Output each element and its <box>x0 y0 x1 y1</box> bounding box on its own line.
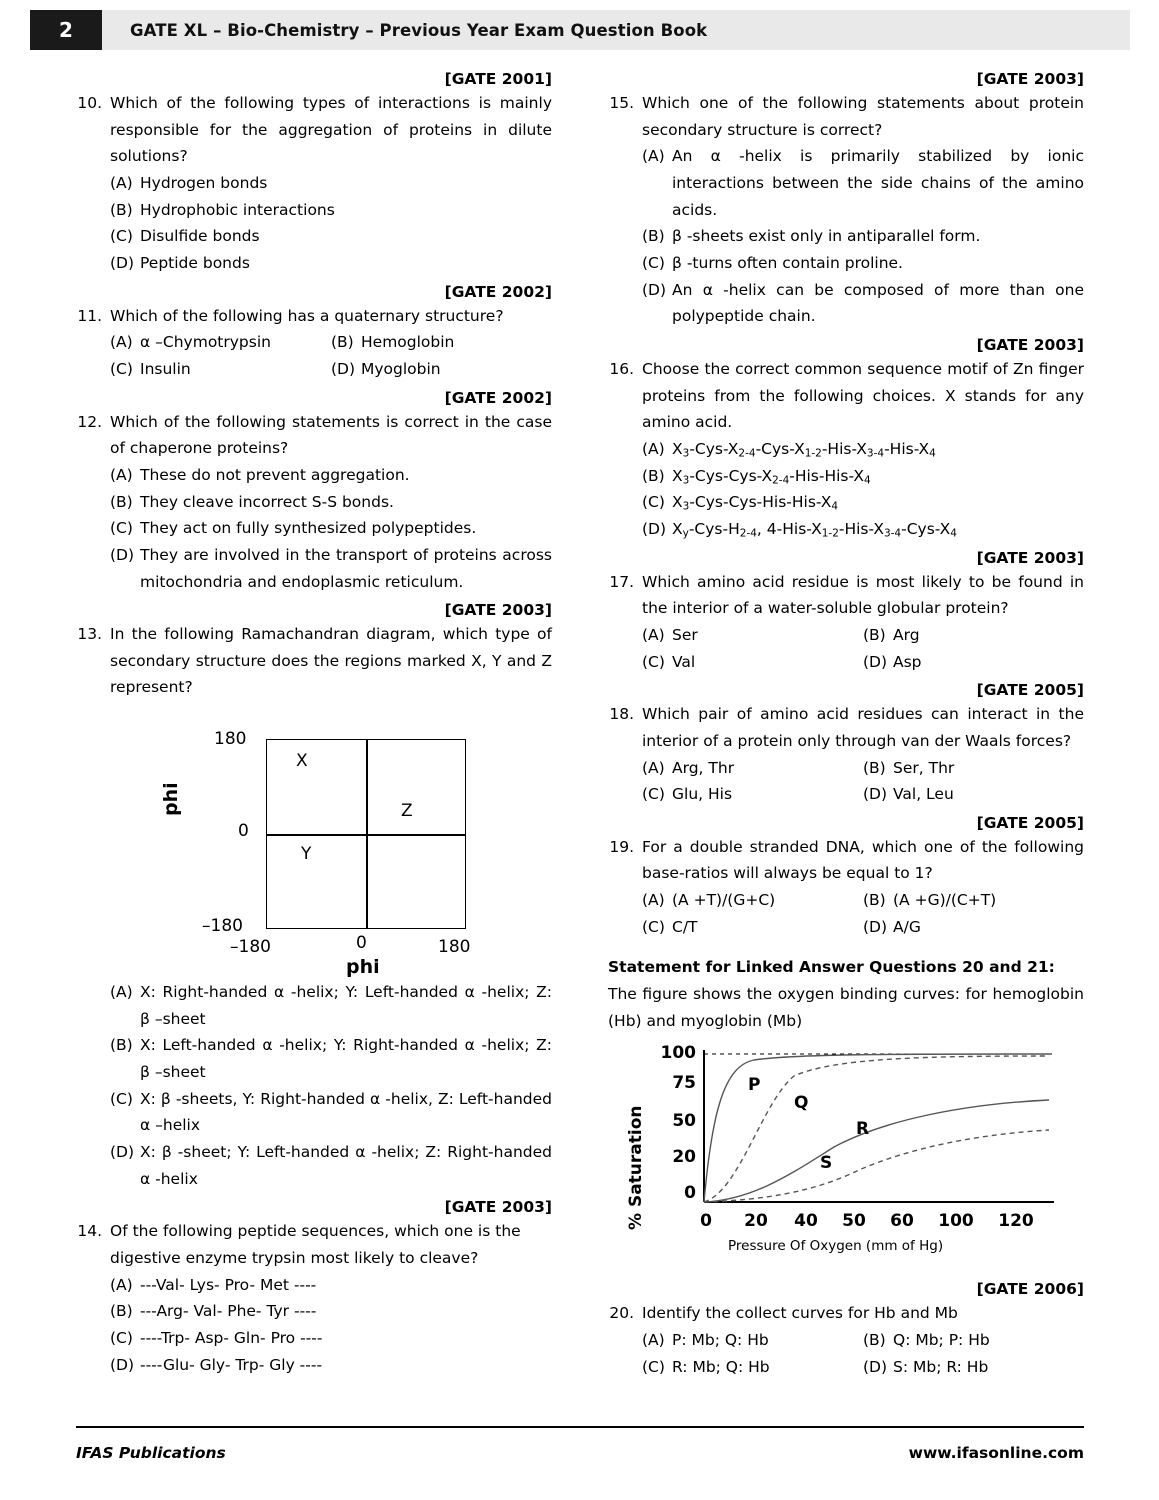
svg-text:40: 40 <box>794 1211 818 1232</box>
question-12 <box>76 409 552 462</box>
option-text: Glu, His <box>672 785 733 804</box>
option-row <box>608 781 1084 808</box>
option-text: ---Arg- Val- Phe- Tyr ---- <box>140 1302 317 1321</box>
footer-divider <box>76 1426 1084 1428</box>
option-text: Myoglobin <box>361 359 441 378</box>
question-text: Which of the following statements is correct in the case of chaperone proteins? <box>110 412 552 458</box>
option-label: (B) <box>863 891 886 910</box>
option-text: Hemoglobin <box>361 333 455 352</box>
option-text: Ser, Thr <box>893 758 955 777</box>
option-item <box>642 887 863 914</box>
option-text: Val, Leu <box>893 785 954 804</box>
question-20 <box>608 1300 1084 1327</box>
gate-year-tag: [GATE 2003] <box>444 1198 552 1217</box>
option-text: R: Mb; Q: Hb <box>672 1357 770 1376</box>
option-item <box>863 622 1084 649</box>
option-text: $X_3-Cys-X_{2-4}-Cys-X_{1-2}-His-X_{3-4}-His-X_4$ <box>672 439 936 460</box>
question-number: 12. <box>77 412 102 431</box>
gate-year-tag: [GATE 2002] <box>444 282 552 301</box>
option-item <box>642 781 863 808</box>
option-row <box>76 329 552 356</box>
option-item <box>642 622 863 649</box>
option-label: (C) <box>642 652 665 671</box>
option-text: Val <box>672 652 696 671</box>
option-item <box>76 1352 552 1379</box>
y-tick-0: 0 <box>238 821 249 842</box>
option-label: (C) <box>642 785 665 804</box>
option-label: (B) <box>863 1331 886 1350</box>
option-item <box>863 1354 1084 1381</box>
option-item <box>76 197 552 224</box>
svg-text:50: 50 <box>672 1111 696 1132</box>
option-text: $X_3-Cys-Cys-X_{2-4}-His-His-X_4$ <box>672 466 871 487</box>
option-text: (A +G)/(C+T) <box>893 891 997 910</box>
page-header <box>30 10 1130 50</box>
option-item <box>608 516 1084 543</box>
question-11 <box>76 303 552 330</box>
option-label: (D) <box>863 917 888 936</box>
question-number: 20. <box>609 1304 634 1323</box>
option-label: (A) <box>642 147 665 166</box>
option-item <box>642 914 863 941</box>
option-row <box>608 622 1084 649</box>
option-item <box>76 979 552 1032</box>
option-item <box>608 223 1084 250</box>
option-label: (D) <box>863 652 888 671</box>
question-10 <box>76 90 552 170</box>
option-text: X: Right-handed α -helix; Y: Left-handed α -helix; Z: β –sheet <box>140 983 552 1028</box>
option-label: (A) <box>110 333 133 352</box>
option-label: (D) <box>863 1357 888 1376</box>
option-row <box>608 1327 1084 1354</box>
x-tick-0: 0 <box>356 933 367 954</box>
option-text: ---Val- Lys- Pro- Met ---- <box>140 1275 317 1294</box>
option-text: X: Left-handed α -helix; Y: Right-handed α -helix; Z: β –sheet <box>140 1036 552 1082</box>
y-tick-minus180: –180 <box>202 916 243 937</box>
option-item <box>608 489 1084 516</box>
option-label: (B) <box>863 625 886 644</box>
region-label-x: X <box>296 751 308 772</box>
option-item <box>76 250 552 277</box>
publisher-name: IFAS Publications <box>76 1444 226 1462</box>
option-text: Hydrophobic interactions <box>140 200 335 219</box>
option-text: Insulin <box>140 359 191 378</box>
option-item <box>863 755 1084 782</box>
option-row <box>608 1354 1084 1381</box>
page-footer <box>76 1444 1084 1462</box>
option-text: Disulfide bonds <box>140 227 260 246</box>
option-item <box>608 143 1084 223</box>
option-item <box>608 463 1084 490</box>
question-number: 15. <box>609 94 634 112</box>
option-label: (A) <box>642 891 665 910</box>
svg-text:100: 100 <box>660 1043 696 1064</box>
option-text: β -turns often contain proline. <box>672 253 903 272</box>
option-label: (B) <box>863 758 886 777</box>
question-text: Which of the following types of interactions is mainly responsible for the aggregation of proteins in dilute solutions? <box>110 94 552 166</box>
option-item <box>863 887 1084 914</box>
gate-year-tag: [GATE 2003] <box>976 70 1084 88</box>
option-label: (C) <box>642 1357 665 1376</box>
option-label: (A) <box>642 439 665 458</box>
option-text: Peptide bonds <box>140 253 250 272</box>
option-text: Arg <box>893 625 920 644</box>
option-text: An α -helix can be composed of more than one polypeptide chain. <box>672 280 1084 326</box>
option-label: (D) <box>110 545 135 564</box>
option-label: (B) <box>110 200 133 219</box>
option-item <box>76 489 552 516</box>
option-item <box>331 356 552 383</box>
option-label: (B) <box>110 1302 133 1321</box>
linked-statement-heading: Statement for Linked Answer Questions 20 and 21: <box>608 958 1055 977</box>
option-label: (D) <box>110 253 135 272</box>
option-item <box>76 1032 552 1085</box>
svg-text:120: 120 <box>998 1211 1034 1232</box>
ramachandran-figure <box>76 711 552 979</box>
option-item <box>863 914 1084 941</box>
plot-horizontal-axis <box>266 834 466 836</box>
option-label: (C) <box>110 1329 133 1347</box>
option-text: They act on fully synthesized polypeptides. <box>140 519 477 538</box>
option-item <box>76 462 552 489</box>
option-text: β -sheets exist only in antiparallel form. <box>672 227 981 246</box>
question-19 <box>608 834 1084 887</box>
question-text: Choose the correct common sequence motif of Zn finger proteins from the following choices. X stands for any amino acid. <box>642 359 1084 432</box>
option-item <box>76 1298 552 1325</box>
option-item <box>608 436 1084 463</box>
option-label: (D) <box>642 280 667 299</box>
question-14 <box>76 1218 552 1271</box>
question-number: 16. <box>609 359 634 378</box>
option-item <box>642 1354 863 1381</box>
option-text: ----Glu- Gly- Trp- Gly ---- <box>140 1355 323 1374</box>
option-label: (A) <box>642 758 665 777</box>
figure-x-axis-label: Pressure Of Oxygen (mm of Hg) <box>728 1238 944 1255</box>
left-column <box>76 64 552 1380</box>
option-text: Ser <box>672 625 698 644</box>
option-label: (C) <box>110 227 133 246</box>
option-text: α –Chymotrypsin <box>140 333 271 352</box>
gate-year-tag: [GATE 2002] <box>444 388 552 407</box>
option-row <box>608 649 1084 676</box>
option-text: ----Trp- Asp- Gln- Pro ---- <box>140 1329 323 1347</box>
option-item <box>76 223 552 250</box>
option-label: (B) <box>110 1036 133 1055</box>
question-number: 11. <box>77 306 102 325</box>
gate-year-tag: [GATE 2001] <box>444 70 552 88</box>
question-number: 14. <box>77 1222 102 1241</box>
question-number: 19. <box>609 837 634 856</box>
option-item <box>76 1325 552 1352</box>
option-label: (D) <box>642 519 667 538</box>
option-label: (D) <box>110 1355 135 1374</box>
book-title: GATE XL – Bio-Chemistry – Previous Year Exam Question Book <box>102 10 1130 50</box>
option-row <box>76 356 552 383</box>
option-text: Q: Mb; P: Hb <box>893 1331 990 1350</box>
svg-text:P: P <box>748 1075 761 1096</box>
option-label: (A) <box>110 173 133 192</box>
option-text: P: Mb; Q: Hb <box>672 1331 769 1350</box>
gate-year-tag: [GATE 2005] <box>976 681 1084 700</box>
question-16 <box>608 356 1084 436</box>
option-row <box>608 887 1084 914</box>
x-tick-180: 180 <box>438 937 471 958</box>
option-item <box>110 329 331 356</box>
option-text: Arg, Thr <box>672 758 735 777</box>
option-label: (C) <box>110 1089 133 1108</box>
option-text: S: Mb; R: Hb <box>893 1357 989 1376</box>
option-item <box>110 356 331 383</box>
question-text: Which of the following has a quaternary structure? <box>110 306 504 325</box>
svg-text:60: 60 <box>890 1211 914 1232</box>
svg-text:50: 50 <box>842 1211 866 1232</box>
gate-year-tag: [GATE 2003] <box>444 601 552 620</box>
figure-y-axis-label: phi <box>160 782 182 817</box>
option-text: They cleave incorrect S-S bonds. <box>140 492 394 511</box>
option-item <box>863 1327 1084 1354</box>
question-number: 13. <box>77 625 102 644</box>
question-text: In the following Ramachandran diagram, which type of secondary structure does the regions marked X, Y and Z represent? <box>110 625 552 697</box>
option-item <box>76 170 552 197</box>
svg-text:20: 20 <box>672 1147 696 1168</box>
option-item <box>76 515 552 542</box>
figure-x-axis-label: phi <box>346 956 380 979</box>
option-text: An α -helix is primarily stabilized by ionic interactions between the side chains of the amino acids. <box>672 147 1084 219</box>
option-text: A/G <box>893 917 921 936</box>
oxygen-binding-plot <box>644 1042 1064 1242</box>
question-15 <box>608 90 1084 143</box>
svg-text:20: 20 <box>744 1211 768 1232</box>
question-text: Identify the collect curves for Hb and Mb <box>642 1304 958 1323</box>
option-text: These do not prevent aggregation. <box>140 465 410 484</box>
option-label: (A) <box>110 465 133 484</box>
option-label: (B) <box>642 466 665 485</box>
question-text: Which one of the following statements about protein secondary structure is correct? <box>642 94 1084 139</box>
svg-text:100: 100 <box>938 1211 974 1232</box>
option-text: X: β -sheets, Y: Right-handed α -helix, Z: Left-handed α –helix <box>140 1089 552 1135</box>
question-17 <box>608 569 1084 622</box>
option-label: (A) <box>642 625 665 644</box>
option-text: Asp <box>893 652 922 671</box>
option-text: (A +T)/(G+C) <box>672 891 776 910</box>
option-item <box>76 1272 552 1299</box>
question-text: Which amino acid residue is most likely to be found in the interior of a water-soluble globular protein? <box>642 572 1084 618</box>
option-text: $X_3-Cys-Cys-His-His-X_4$ <box>672 493 839 513</box>
question-number: 10. <box>77 94 102 112</box>
x-tick-minus180: –180 <box>230 937 271 958</box>
option-label: (C) <box>110 519 133 538</box>
option-item <box>863 781 1084 808</box>
option-item <box>331 329 552 356</box>
option-label: (C) <box>642 493 665 512</box>
oxygen-binding-figure <box>608 1042 1084 1262</box>
option-label: (A) <box>642 1331 665 1350</box>
svg-text:S: S <box>820 1153 833 1174</box>
option-item <box>608 277 1084 330</box>
option-label: (C) <box>110 359 133 378</box>
option-text: C/T <box>672 917 698 936</box>
option-label: (D) <box>110 1143 135 1162</box>
svg-text:0: 0 <box>684 1183 696 1204</box>
option-item <box>642 755 863 782</box>
option-item <box>76 1139 552 1192</box>
option-item <box>76 542 552 595</box>
option-label: (A) <box>110 983 133 1002</box>
option-label: (C) <box>642 253 665 272</box>
option-item <box>863 649 1084 676</box>
option-item <box>608 250 1084 277</box>
option-label: (A) <box>110 1275 133 1294</box>
option-label: (B) <box>331 333 354 352</box>
option-item <box>642 1327 863 1354</box>
option-text: Hydrogen bonds <box>140 173 268 192</box>
option-row <box>608 755 1084 782</box>
svg-text:R: R <box>856 1119 870 1140</box>
option-label: (D) <box>331 359 356 378</box>
option-label: (B) <box>110 492 133 511</box>
two-column-body <box>76 64 1084 1380</box>
question-text: For a double stranded DNA, which one of the following base-ratios will always be equal to 1? <box>642 837 1084 883</box>
svg-text:Q: Q <box>794 1093 809 1114</box>
option-text: $X_y-Cys-H_{2-4}$, $4-His-X_{1-2}-His-X_{3-4}-Cys-X_4$ <box>672 519 957 540</box>
right-column <box>608 64 1084 1380</box>
option-label: (D) <box>863 785 888 804</box>
question-13 <box>76 621 552 701</box>
region-label-z: Z <box>401 801 413 822</box>
option-text: They are involved in the transport of proteins across mitochondria and endoplasmic reticulum. <box>140 545 552 591</box>
linked-statement-body: The figure shows the oxygen binding curves: for hemoglobin (Hb) and myoglobin (Mb) <box>608 985 1084 1030</box>
option-label: (C) <box>642 917 665 936</box>
svg-text:75: 75 <box>672 1073 696 1094</box>
gate-year-tag: [GATE 2003] <box>976 548 1084 567</box>
y-tick-180: 180 <box>214 729 247 750</box>
gate-year-tag: [GATE 2005] <box>976 813 1084 832</box>
option-item <box>642 649 863 676</box>
figure-y-axis-label: % Saturation <box>626 1105 646 1231</box>
option-row <box>608 914 1084 941</box>
question-number: 18. <box>609 705 634 724</box>
option-label: (B) <box>642 227 665 246</box>
region-label-y: Y <box>301 844 312 865</box>
question-18 <box>608 701 1084 754</box>
gate-year-tag: [GATE 2003] <box>976 335 1084 354</box>
question-number: 17. <box>609 572 634 591</box>
svg-text:0: 0 <box>700 1211 712 1232</box>
question-text: Of the following peptide sequences, which one is the digestive enzyme trypsin most likely to cleave? <box>110 1222 521 1268</box>
page-number: 2 <box>30 10 102 50</box>
website-url[interactable]: www.ifasonline.com <box>908 1444 1084 1462</box>
question-text: Which pair of amino acid residues can interact in the interior of a protein only through van der Waals forces? <box>642 705 1084 750</box>
gate-year-tag: [GATE 2006] <box>976 1280 1084 1299</box>
option-text: X: β -sheet; Y: Left-handed α -helix; Z: Right-handed α -helix <box>140 1143 552 1188</box>
option-item <box>76 1086 552 1139</box>
